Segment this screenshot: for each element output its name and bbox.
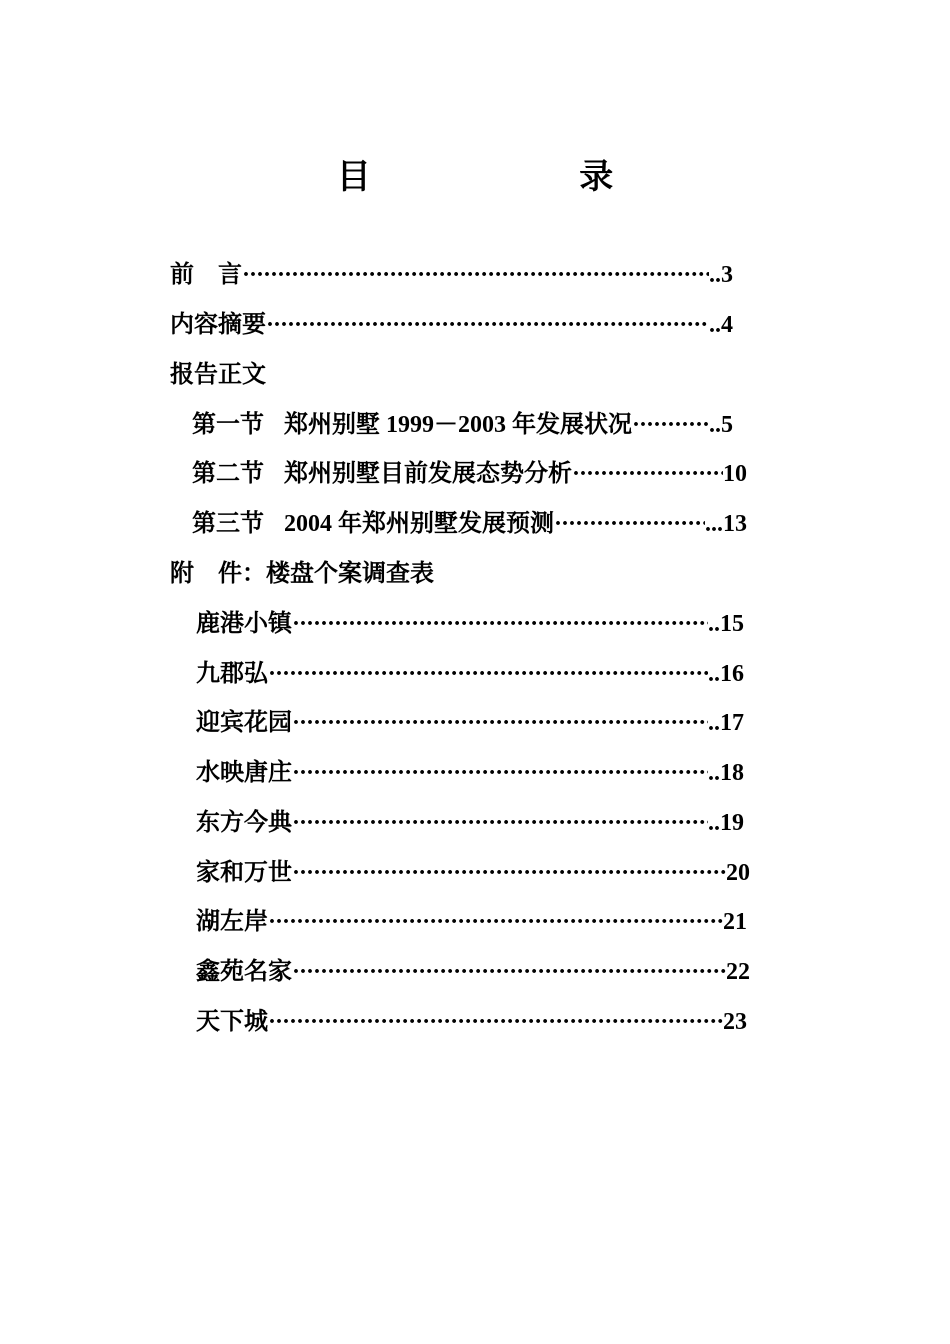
toc-heading-main: 报告正文 [170,362,266,388]
toc-project-3[interactable] [196,706,744,740]
toc-project-name: 湖左岸 [196,909,268,935]
toc-page-number: ..15 [708,611,744,637]
toc-project-name: 鹿港小镇 [196,611,292,637]
toc-section-2[interactable] [192,457,747,491]
toc-section-label: 第三节 [192,511,264,537]
toc-project-1[interactable] [196,607,744,641]
toc-project-name: 鑫苑名家 [196,959,292,985]
leader-dots [242,258,709,292]
toc-project-name: 水映唐庄 [196,760,292,786]
toc-page-number: ..5 [709,412,733,438]
toc-page-number: ..17 [708,710,744,736]
toc-entry-label: 内容摘要 [170,312,266,338]
leader-dots [632,408,709,442]
toc-section-1[interactable] [192,408,733,442]
toc-page-number: ...13 [705,511,747,537]
toc-section-3[interactable] [192,507,747,541]
leader-dots [292,706,708,740]
toc-project-name: 九郡弘 [196,661,268,687]
toc-entry-preface[interactable] [170,258,733,292]
toc-page-number: 22 [726,959,750,985]
leader-dots [268,1005,723,1039]
leader-dots [292,856,726,890]
toc-page-number: ..16 [708,661,744,687]
toc-page-number: ..18 [708,760,744,786]
toc-project-5[interactable] [196,806,744,840]
toc-title: 目 录 [336,159,714,196]
toc-page-number: 20 [726,860,750,886]
toc-project-name: 天下城 [196,1009,268,1035]
toc-section-label: 第一节 [192,412,264,438]
toc-project-9[interactable] [196,1005,747,1039]
toc-project-name: 迎宾花园 [196,710,292,736]
toc-page-number: ..3 [709,262,733,288]
leader-dots [554,507,705,541]
toc-page-number: 10 [723,461,747,487]
toc-entry-label: 前 言 [170,262,242,288]
toc-project-8[interactable] [196,955,750,989]
leader-dots [268,905,723,939]
leader-dots [266,308,709,342]
toc-project-4[interactable] [196,756,744,790]
toc-section-title: 郑州别墅目前发展态势分析 [284,461,572,487]
toc-entry-summary[interactable] [170,308,733,342]
toc-page-number: 23 [723,1009,747,1035]
toc-heading-appendix: 附 件：楼盘个案调查表 [170,561,434,587]
leader-dots [572,457,723,491]
toc-section-label: 第二节 [192,461,264,487]
leader-dots [292,806,708,840]
toc-section-title: 2004 年郑州别墅发展预测 [284,511,554,537]
toc-project-name: 家和万世 [196,860,292,886]
toc-project-2[interactable] [196,657,744,691]
toc-page-number: ..4 [709,312,733,338]
leader-dots [292,756,708,790]
toc-project-7[interactable] [196,905,747,939]
leader-dots [292,607,708,641]
toc-section-title: 郑州别墅 1999－2003 年发展状况 [284,412,632,438]
leader-dots [292,955,726,989]
toc-page-number: ..19 [708,810,744,836]
toc-project-6[interactable] [196,856,750,890]
toc-page-number: 21 [723,909,747,935]
leader-dots [268,657,708,691]
toc-project-name: 东方今典 [196,810,292,836]
